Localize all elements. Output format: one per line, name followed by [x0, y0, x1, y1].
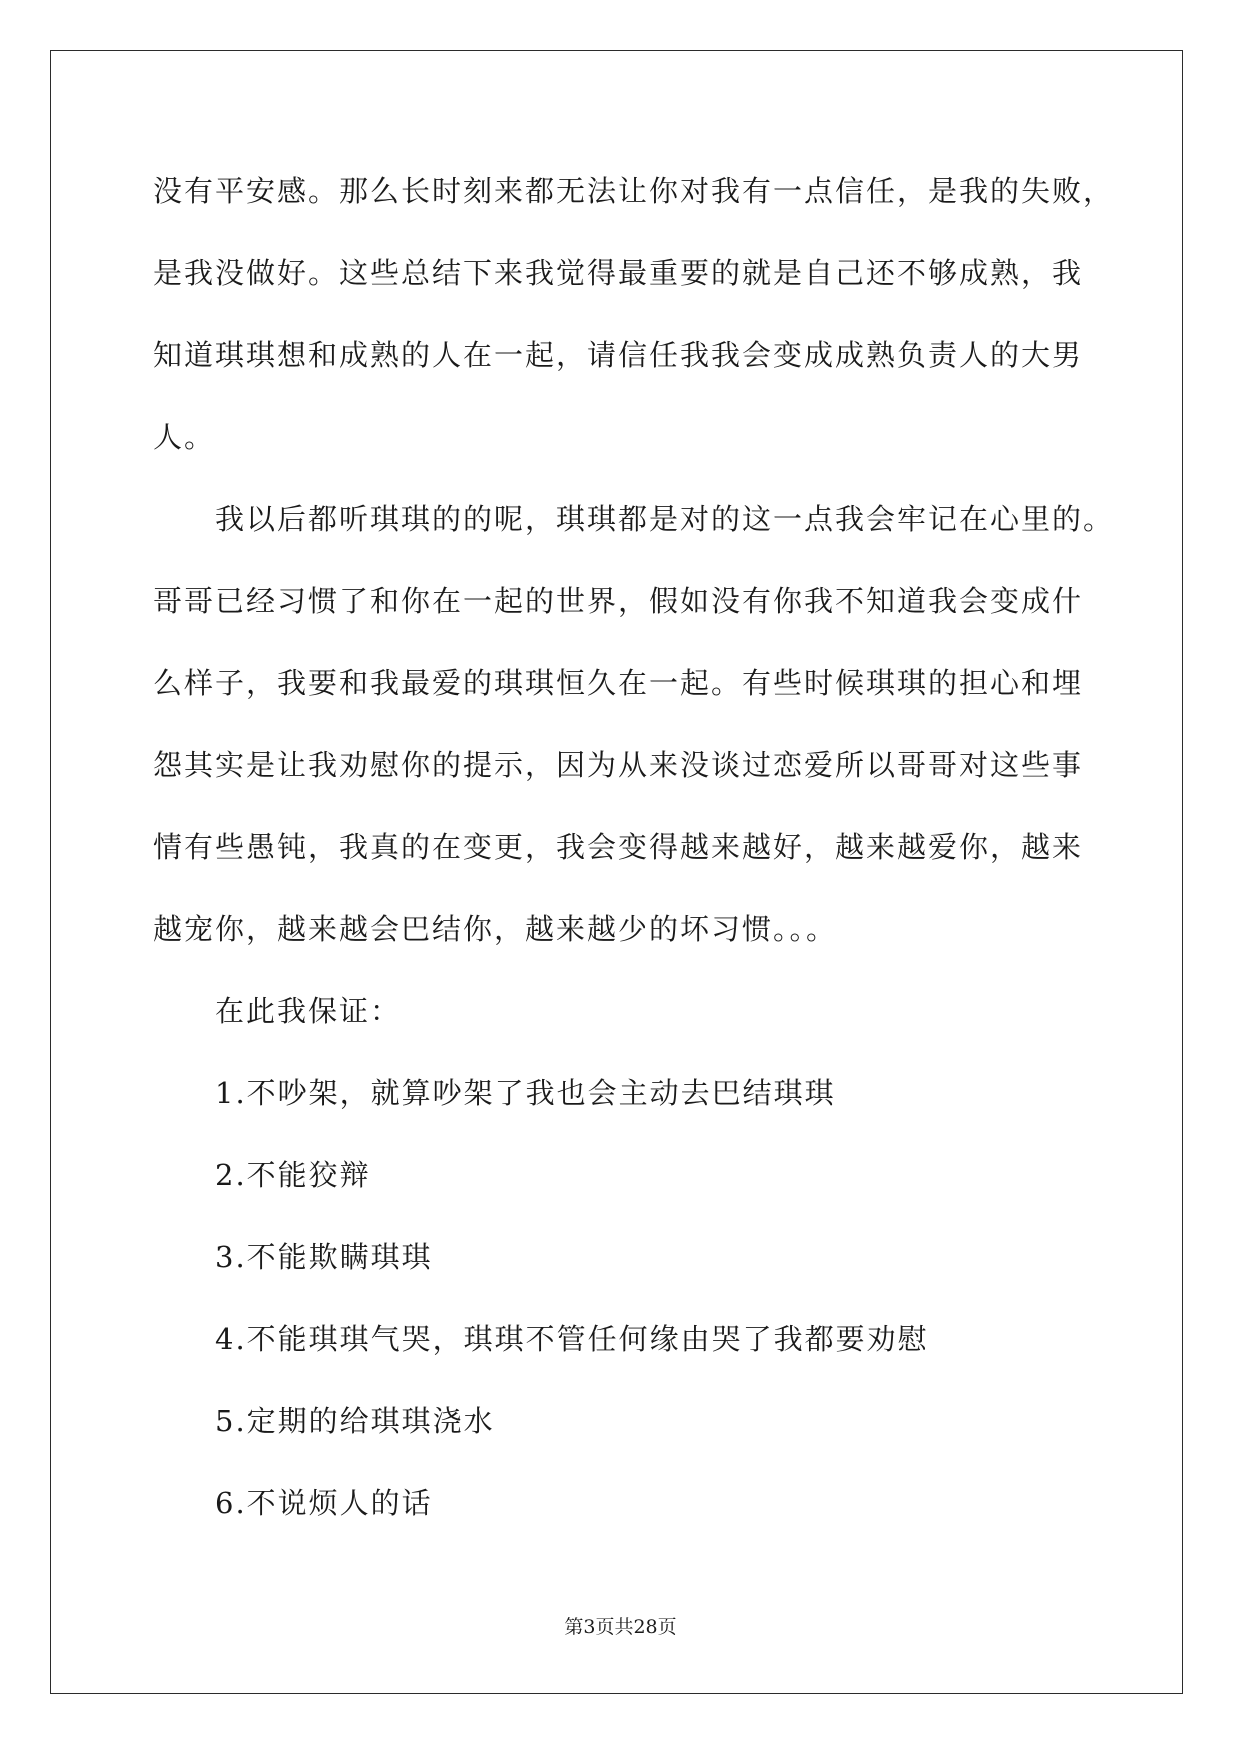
text-line: 越宠你，越来越会巴结你，越来越少的坏习惯。。。 — [153, 912, 838, 946]
text-line: 没有平安感。那么长时刻来都无法让你对我有一点信任，是我的失败， — [153, 174, 1115, 208]
pledge-item: 5.定期的给琪琪浇水 — [215, 1404, 495, 1438]
text-line: 是我没做好。这些总结下来我觉得最重要的就是自己还不够成熟，我 — [153, 256, 1084, 290]
page-footer — [0, 1612, 1241, 1639]
text-line: 情有些愚钝，我真的在变更，我会变得越来越好，越来越爱你，越来 — [153, 830, 1084, 864]
text-line: 么样子，我要和我最爱的琪琪恒久在一起。有些时候琪琪的担心和埋 — [153, 666, 1084, 700]
current-page-label: 第3页 — [564, 1616, 615, 1638]
pledge-intro: 在此我保证： — [215, 994, 402, 1028]
pledge-item: 4.不能琪琪气哭，琪琪不管任何缘由哭了我都要劝慰 — [215, 1322, 929, 1356]
text-line: 我以后都听琪琪的的呢，琪琪都是对的这一点我会牢记在心里的。 — [215, 502, 1115, 536]
pledge-item: 2.不能狡辩 — [215, 1158, 371, 1192]
pledge-item: 6.不说烦人的话 — [215, 1486, 433, 1520]
document-body — [153, 150, 1115, 1544]
pledge-item: 1.不吵架，就算吵架了我也会主动去巴结琪琪 — [215, 1076, 836, 1110]
text-line: 怨其实是让我劝慰你的提示，因为从来没谈过恋爱所以哥哥对这些事 — [153, 748, 1084, 782]
text-line: 哥哥已经习惯了和你在一起的世界，假如没有你我不知道我会变成什 — [153, 584, 1084, 618]
pledge-item: 3.不能欺瞒琪琪 — [215, 1240, 433, 1274]
text-line: 人。 — [153, 420, 216, 454]
total-pages-label: 共28页 — [614, 1616, 677, 1638]
text-line: 知道琪琪想和成熟的人在一起，请信任我我会变成成熟负责人的大男 — [153, 338, 1084, 372]
